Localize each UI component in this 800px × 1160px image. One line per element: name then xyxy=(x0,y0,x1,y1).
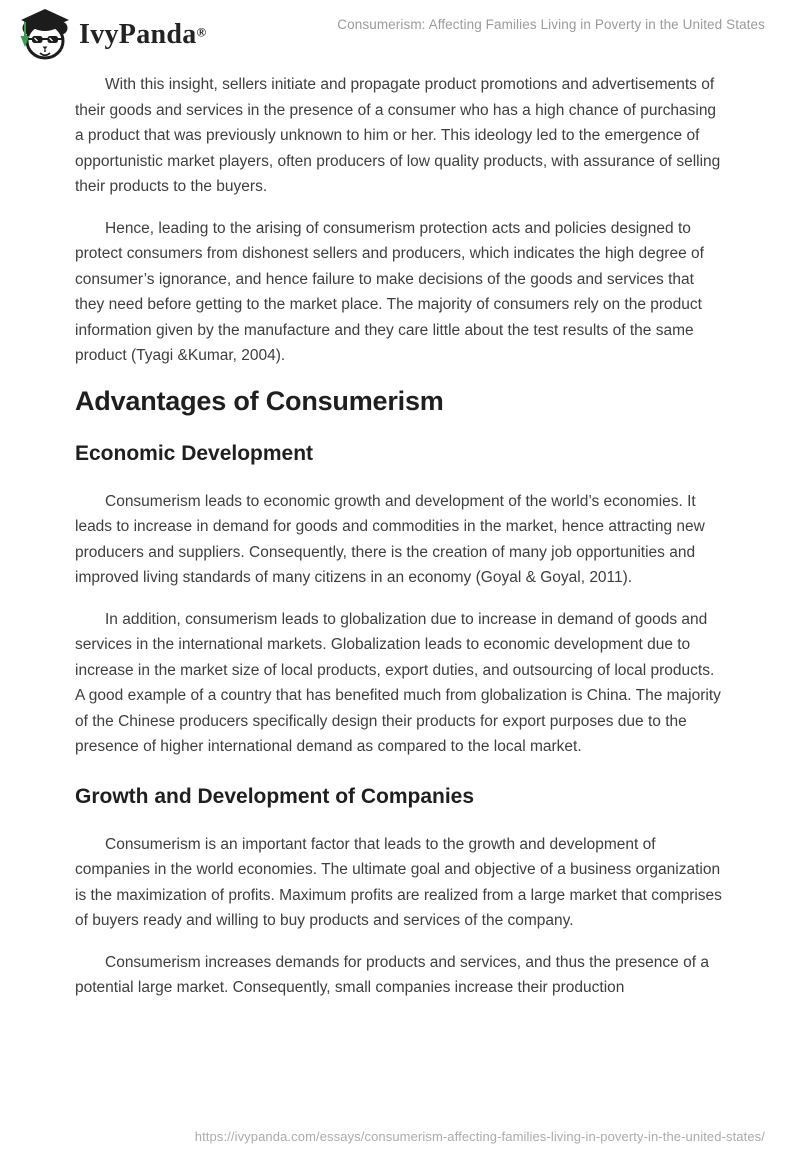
essay-content xyxy=(75,56,723,1017)
registered-trademark-symbol: ® xyxy=(196,24,207,40)
print-footer-url: https://ivypanda.com/essays/consumerism-affecting-families-living-in-poverty-in-the-united-states/ xyxy=(194,1129,765,1144)
ivypanda-panda-logo-icon xyxy=(18,8,70,62)
print-footer xyxy=(35,1128,765,1146)
essay-paragraph: In addition, consumerism leads to globalization due to increase in demand of goods and services in the international markets. Globalization leads to economic development due to increase in the market size of local products, export duties, and outsourcing of local products. A good example of a country that has benefited much from globalization is China. The majority of the Chinese producers specifically design their products for export purposes due to the presence of higher international demand as compared to the local market. xyxy=(75,610,721,755)
essay-paragraph: Consumerism increases demands for products and services, and thus the presence of a potential large market. Consequently, small companies increase their production xyxy=(75,953,709,996)
brand-wordmark: IvyPanda xyxy=(79,19,197,50)
print-header-title: Consumerism: Affecting Families Living in Poverty in the United States xyxy=(337,17,765,32)
essay-paragraph: Consumerism is an important factor that leads to the growth and development of companies in the world economies. The ultimate goal and objective of a business organization is the maximization of profits. Maximum profits are realized from a large market that comprises of buyers ready and willing to buy products and services of the company. xyxy=(75,835,722,929)
brand-text xyxy=(79,21,206,49)
brand-logo xyxy=(18,8,206,62)
essay-paragraph: With this insight, sellers initiate and propagate product promotions and advertisements of their goods and services in the presence of a consumer who has a high chance of purchasing a product that was previously unknown to him or her. This ideology led to the emergence of opportunistic market players, often producers of low quality products, with assurance of selling their products to the buyers. xyxy=(75,76,721,195)
essay-heading: Advantages of Consumerism xyxy=(75,385,444,416)
essay-heading: Economic Development xyxy=(75,441,314,465)
essay-paragraph: Consumerism leads to economic growth and development of the world’s economies. It leads to increase in demand for goods and commodities in the market, hence attracting new producers and suppliers. Consequently, there is the creation of many job opportunities and improved living standards of many citizens in an economy (Goyal & Goyal, 2011). xyxy=(75,492,705,586)
print-header xyxy=(18,8,765,62)
essay-paragraph: Hence, leading to the arising of consumerism protection acts and policies designed to protect consumers from dishonest sellers and producers, which indicates the high degree of consumer’s ignorance, and hence failure to make decisions of the goods and services that they need before getting to the market place. The majority of consumers rely on the product information given by the manufacture and they care little about the test results of the same product (Tyagi &Kumar, 2004). xyxy=(75,219,704,364)
essay-heading: Growth and Development of Companies xyxy=(75,784,475,808)
